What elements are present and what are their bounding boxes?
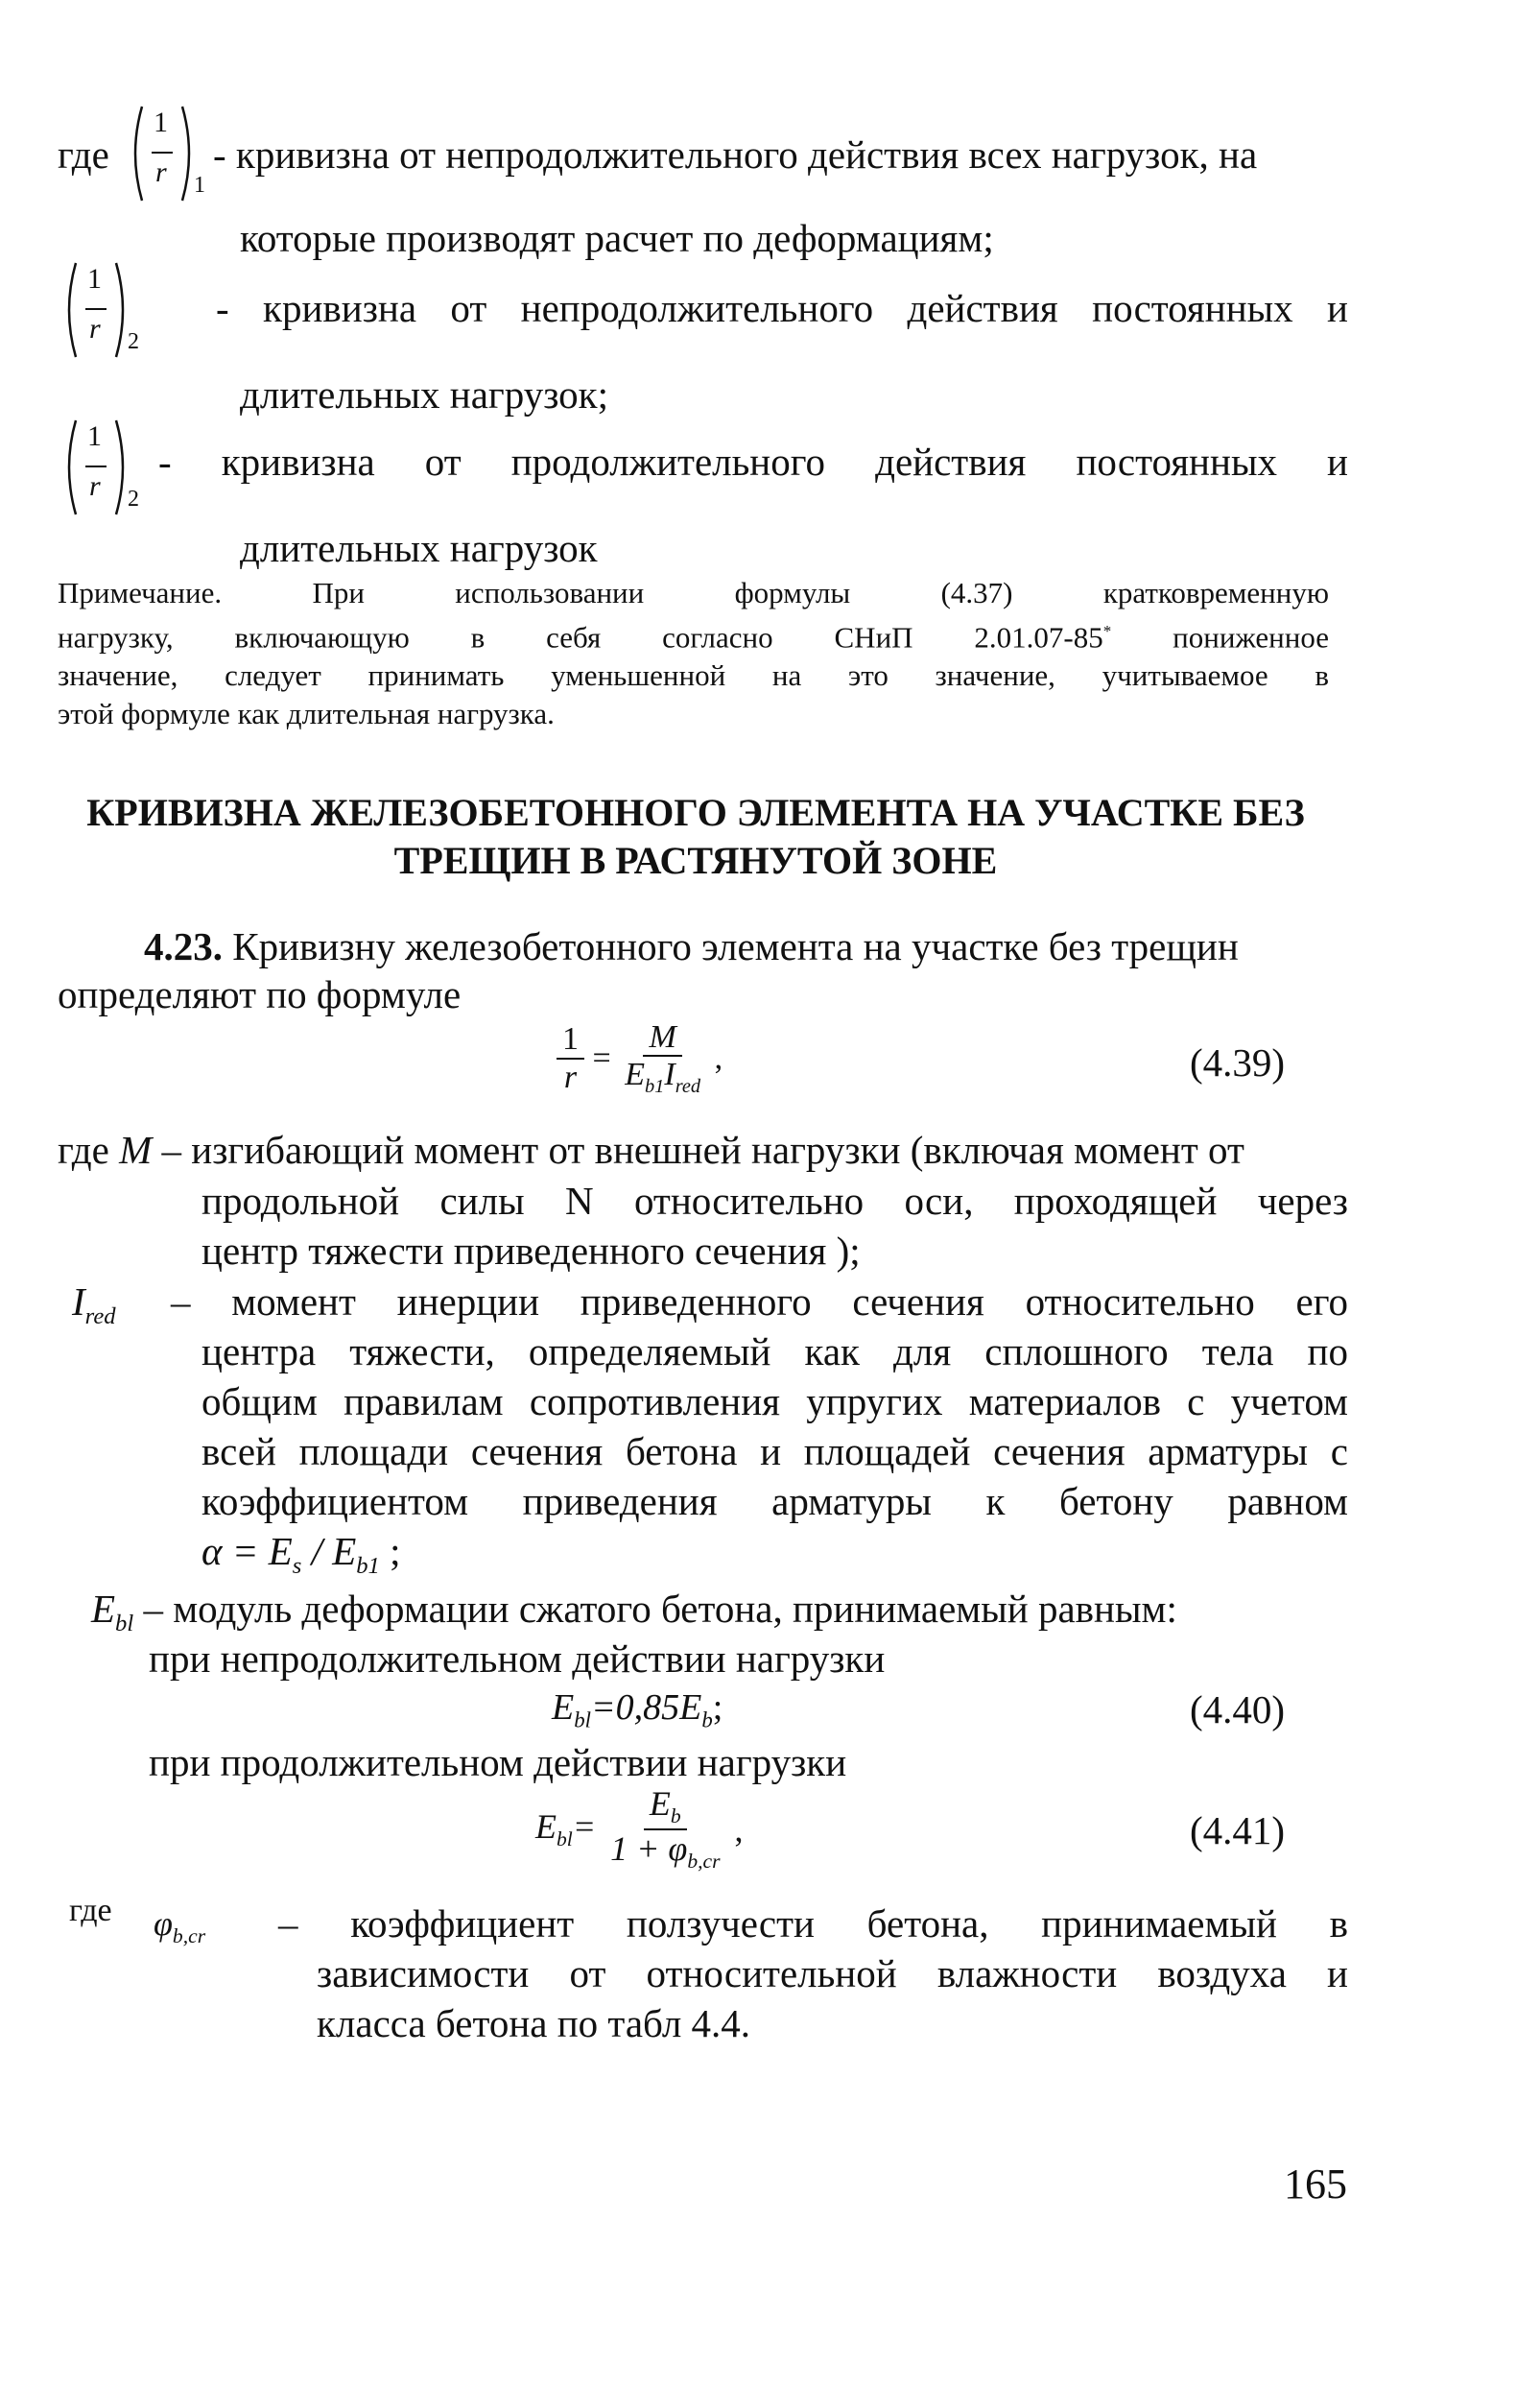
symbol-phi-bcr: $\varphi_{b,cr}$ [154,1904,206,1948]
curvature-numerator: 1 [154,107,168,138]
curvature-desc-line1: - кривизна от непродолжительного действия постоянных и [216,286,1348,330]
curvature-symbol-1 [127,101,203,206]
heading-line-1: КРИВИЗНА ЖЕЛЕЗОБЕТОННОГО ЭЛЕМЕНТА НА УЧАСТКЕ БЕЗ [86,791,1305,834]
curvature-subscript: 2 [128,329,139,354]
curvature-symbol-3 [60,415,137,520]
curvature-symbol-2 [60,257,137,363]
where-phi-line2: зависимости от относительной влажности воздуха и [317,1951,1348,1995]
where-E-line1: $E_{bl}$ – модуль деформации сжатого бетона, принимаемый равным: [91,1587,1177,1637]
curvature-denominator: r [89,313,101,345]
where-I-line5: коэффициентом приведения арматуры к бетону равном [201,1479,1348,1523]
curvature-numerator: 1 [87,263,102,295]
curvature-desc-line1: - кривизна от непродолжительного действия всех нагрузок, на [213,132,1258,177]
equation-number-4-40: (4.40) [1190,1687,1286,1731]
curvature-desc-line2: которые производят расчет по деформациям; [240,216,994,260]
curvature-desc-line2: длительных нагрузок [240,526,598,570]
note-line-4: этой формуле как длительная нагрузка. [58,697,555,731]
curvature-subscript: 2 [128,487,139,512]
note-line-2-text: нагрузку, включающую в себя согласно СНиП 2.01.07-85 [58,620,1103,655]
symbol-I-red: $I_{red}$ [72,1279,116,1330]
where-M-line2: продольной силы N относительно оси, проходящей через [201,1179,1348,1223]
where-E-case2: при продолжительном действии нагрузки [149,1740,847,1784]
note-line-1: Примечание. При использовании формулы (4.37) кратковременную [58,576,1329,609]
where-I-line3: общим правилам сопротивления упругих материалов с учетом [201,1379,1348,1423]
curvature-subscript: 1 [194,173,205,198]
curvature-desc-line2: длительных нагрузок; [240,372,608,417]
where-E-case1: при непродолжительном действии нагрузки [149,1636,886,1681]
where-I-line2: центра тяжести, определяемый как для сплошного тела по [201,1329,1348,1373]
section-text-1: Кривизну железобетонного элемента на участке без трещин [232,924,1239,968]
note-line-2-tail: пониженное [1173,620,1329,655]
where-I-line4: всей площади сечения бетона и площадей сечения арматуры с [201,1429,1348,1473]
where-prefix: где [58,132,109,177]
symbol-E-bl: $E_{bl}$ [91,1587,134,1637]
note-star: * [1102,622,1112,640]
where-phi-prefix: где [69,1893,112,1928]
where-phi-line3: класса бетона по табл 4.4. [317,2001,751,2045]
where-M-line1: где M – изгибающий момент от внешней нагрузки (включая момент от [58,1128,1244,1172]
where-phi-line1: – коэффициент ползучести бетона, принимаемый в [278,1901,1348,1946]
note-line-3: значение, следует принимать уменьшенной на это значение, учитываемое в [58,658,1329,693]
heading-line-2: ТРЕЩИН В РАСТЯНУТОЙ ЗОНЕ [393,839,998,882]
curvature-denominator: r [89,470,101,502]
note-block [58,574,1329,733]
equation-number-4-39: (4.39) [1190,1040,1286,1085]
section-paragraph-line1 [144,921,1239,971]
equation-4-41: $E_{bl}=$ $\frac{E_b}{1 + \varphi_{b,cr}}$ , [535,1784,744,1874]
equation-number-4-41: (4.41) [1190,1808,1286,1852]
section-number: 4.23. [144,924,223,968]
note-line-2 [58,612,1329,657]
alpha-formula: $\alpha = E_s / E_{b1}$ ; [201,1529,401,1580]
curvature-denominator: r [155,156,167,188]
equation-4-40: $E_{bl}=0,85E_b$; [552,1687,723,1732]
symbol-M: M [119,1128,153,1172]
where-M-line3: центр тяжести приведенного сечения ); [201,1229,861,1273]
curvature-numerator: 1 [87,420,102,452]
where-I-line1: – момент инерции приведенного сечения относительно его [171,1279,1348,1324]
equation-4-39: $\frac{1}{r}$ = $\frac{M}{E_{b1}I_{red}}$ , [557,1019,723,1098]
section-text-2: определяют по формуле [58,972,462,1016]
page-number: 165 [1284,2161,1347,2208]
section-heading [58,789,1334,885]
curvature-desc-line1: - кривизна от продолжительного действия постоянных и [158,440,1348,484]
